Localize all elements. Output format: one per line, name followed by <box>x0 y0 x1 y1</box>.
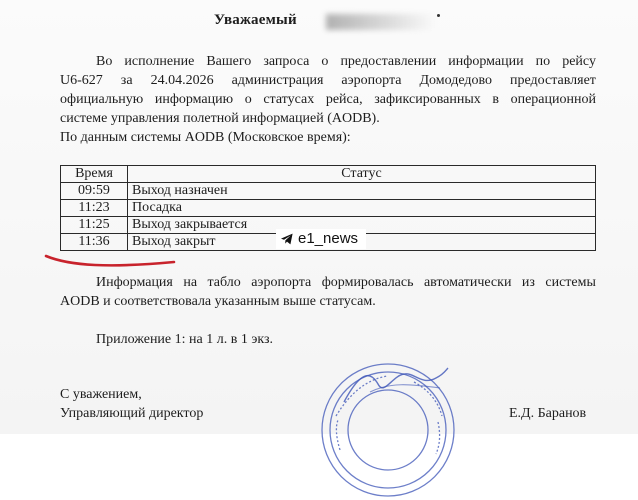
word: запроса <box>263 54 310 69</box>
word: формировалась <box>321 275 414 290</box>
word: предоставлении <box>340 54 437 69</box>
appendix-note: Приложение 1: на 1 л. в 1 экз. <box>96 332 273 347</box>
word: о <box>321 54 329 69</box>
watermark-text: e1_news <box>298 230 359 247</box>
word: табло <box>207 275 241 290</box>
word: статусах <box>263 92 315 107</box>
handwritten-signature <box>340 362 450 412</box>
word: на <box>183 275 198 290</box>
word: 24.04.2026 <box>150 73 214 88</box>
word: автоматически <box>423 275 512 290</box>
word: в <box>492 92 499 107</box>
intro-line-3 <box>60 90 596 109</box>
greeting: Уважаемый <box>214 12 297 28</box>
word: официальную <box>60 92 144 107</box>
word: информации <box>448 54 524 69</box>
redacted-addressee <box>326 14 436 30</box>
telegram-icon <box>280 232 294 246</box>
header-status: Статус <box>128 166 596 183</box>
intro-line-2 <box>60 71 596 90</box>
intro-line-4: системе управления полетной информацией (AODB). <box>60 111 380 126</box>
redacted-mark <box>437 14 440 17</box>
row-time: 09:59 <box>61 183 128 200</box>
row-status: Выход закрывается <box>128 217 596 234</box>
word: Во <box>96 54 113 69</box>
word: о <box>244 92 252 107</box>
word: Информация <box>96 275 173 290</box>
word: Вашего <box>206 54 252 69</box>
row-time: 11:23 <box>61 200 128 217</box>
intro-line-1 <box>96 52 596 71</box>
signer-name: Е.Д. Баранов <box>509 406 587 421</box>
signer-position: Управляющий директор <box>60 406 204 421</box>
word: администрация <box>231 73 324 88</box>
word: Домодедово <box>419 73 493 88</box>
word: за <box>120 73 133 88</box>
word: рейсу <box>562 54 596 69</box>
word: зафиксированных <box>374 92 481 107</box>
row-time: 11:25 <box>61 217 128 234</box>
table-row <box>61 183 596 200</box>
word: рейса, <box>325 92 363 107</box>
e1-news-watermark <box>276 229 366 249</box>
word: информацию <box>154 92 234 107</box>
row-status: Выход закрыт <box>128 234 596 251</box>
row-status: Посадка <box>128 200 596 217</box>
word: аэропорта <box>251 275 312 290</box>
intro-line-5: По данным системы AODB (Московское время): <box>60 130 351 145</box>
row-status: Выход назначен <box>128 183 596 200</box>
word: по <box>535 54 551 69</box>
word: аэропорта <box>341 73 402 88</box>
row-time: 11:36 <box>61 234 128 251</box>
word: предоставляет <box>510 73 596 88</box>
word: из <box>521 275 535 290</box>
header-time: Время <box>61 166 128 183</box>
word: системы <box>545 275 596 290</box>
red-underline-mark <box>40 250 180 272</box>
table-header-row <box>61 166 596 183</box>
table-row <box>61 200 596 217</box>
word: операционной <box>510 92 596 107</box>
note-line-1 <box>96 273 596 292</box>
closing: С уважением, <box>60 387 142 402</box>
note-line-2: AODB и соответствовала указанным выше статусам. <box>60 294 376 309</box>
word: U6-627 <box>60 73 103 88</box>
word: исполнение <box>124 54 195 69</box>
